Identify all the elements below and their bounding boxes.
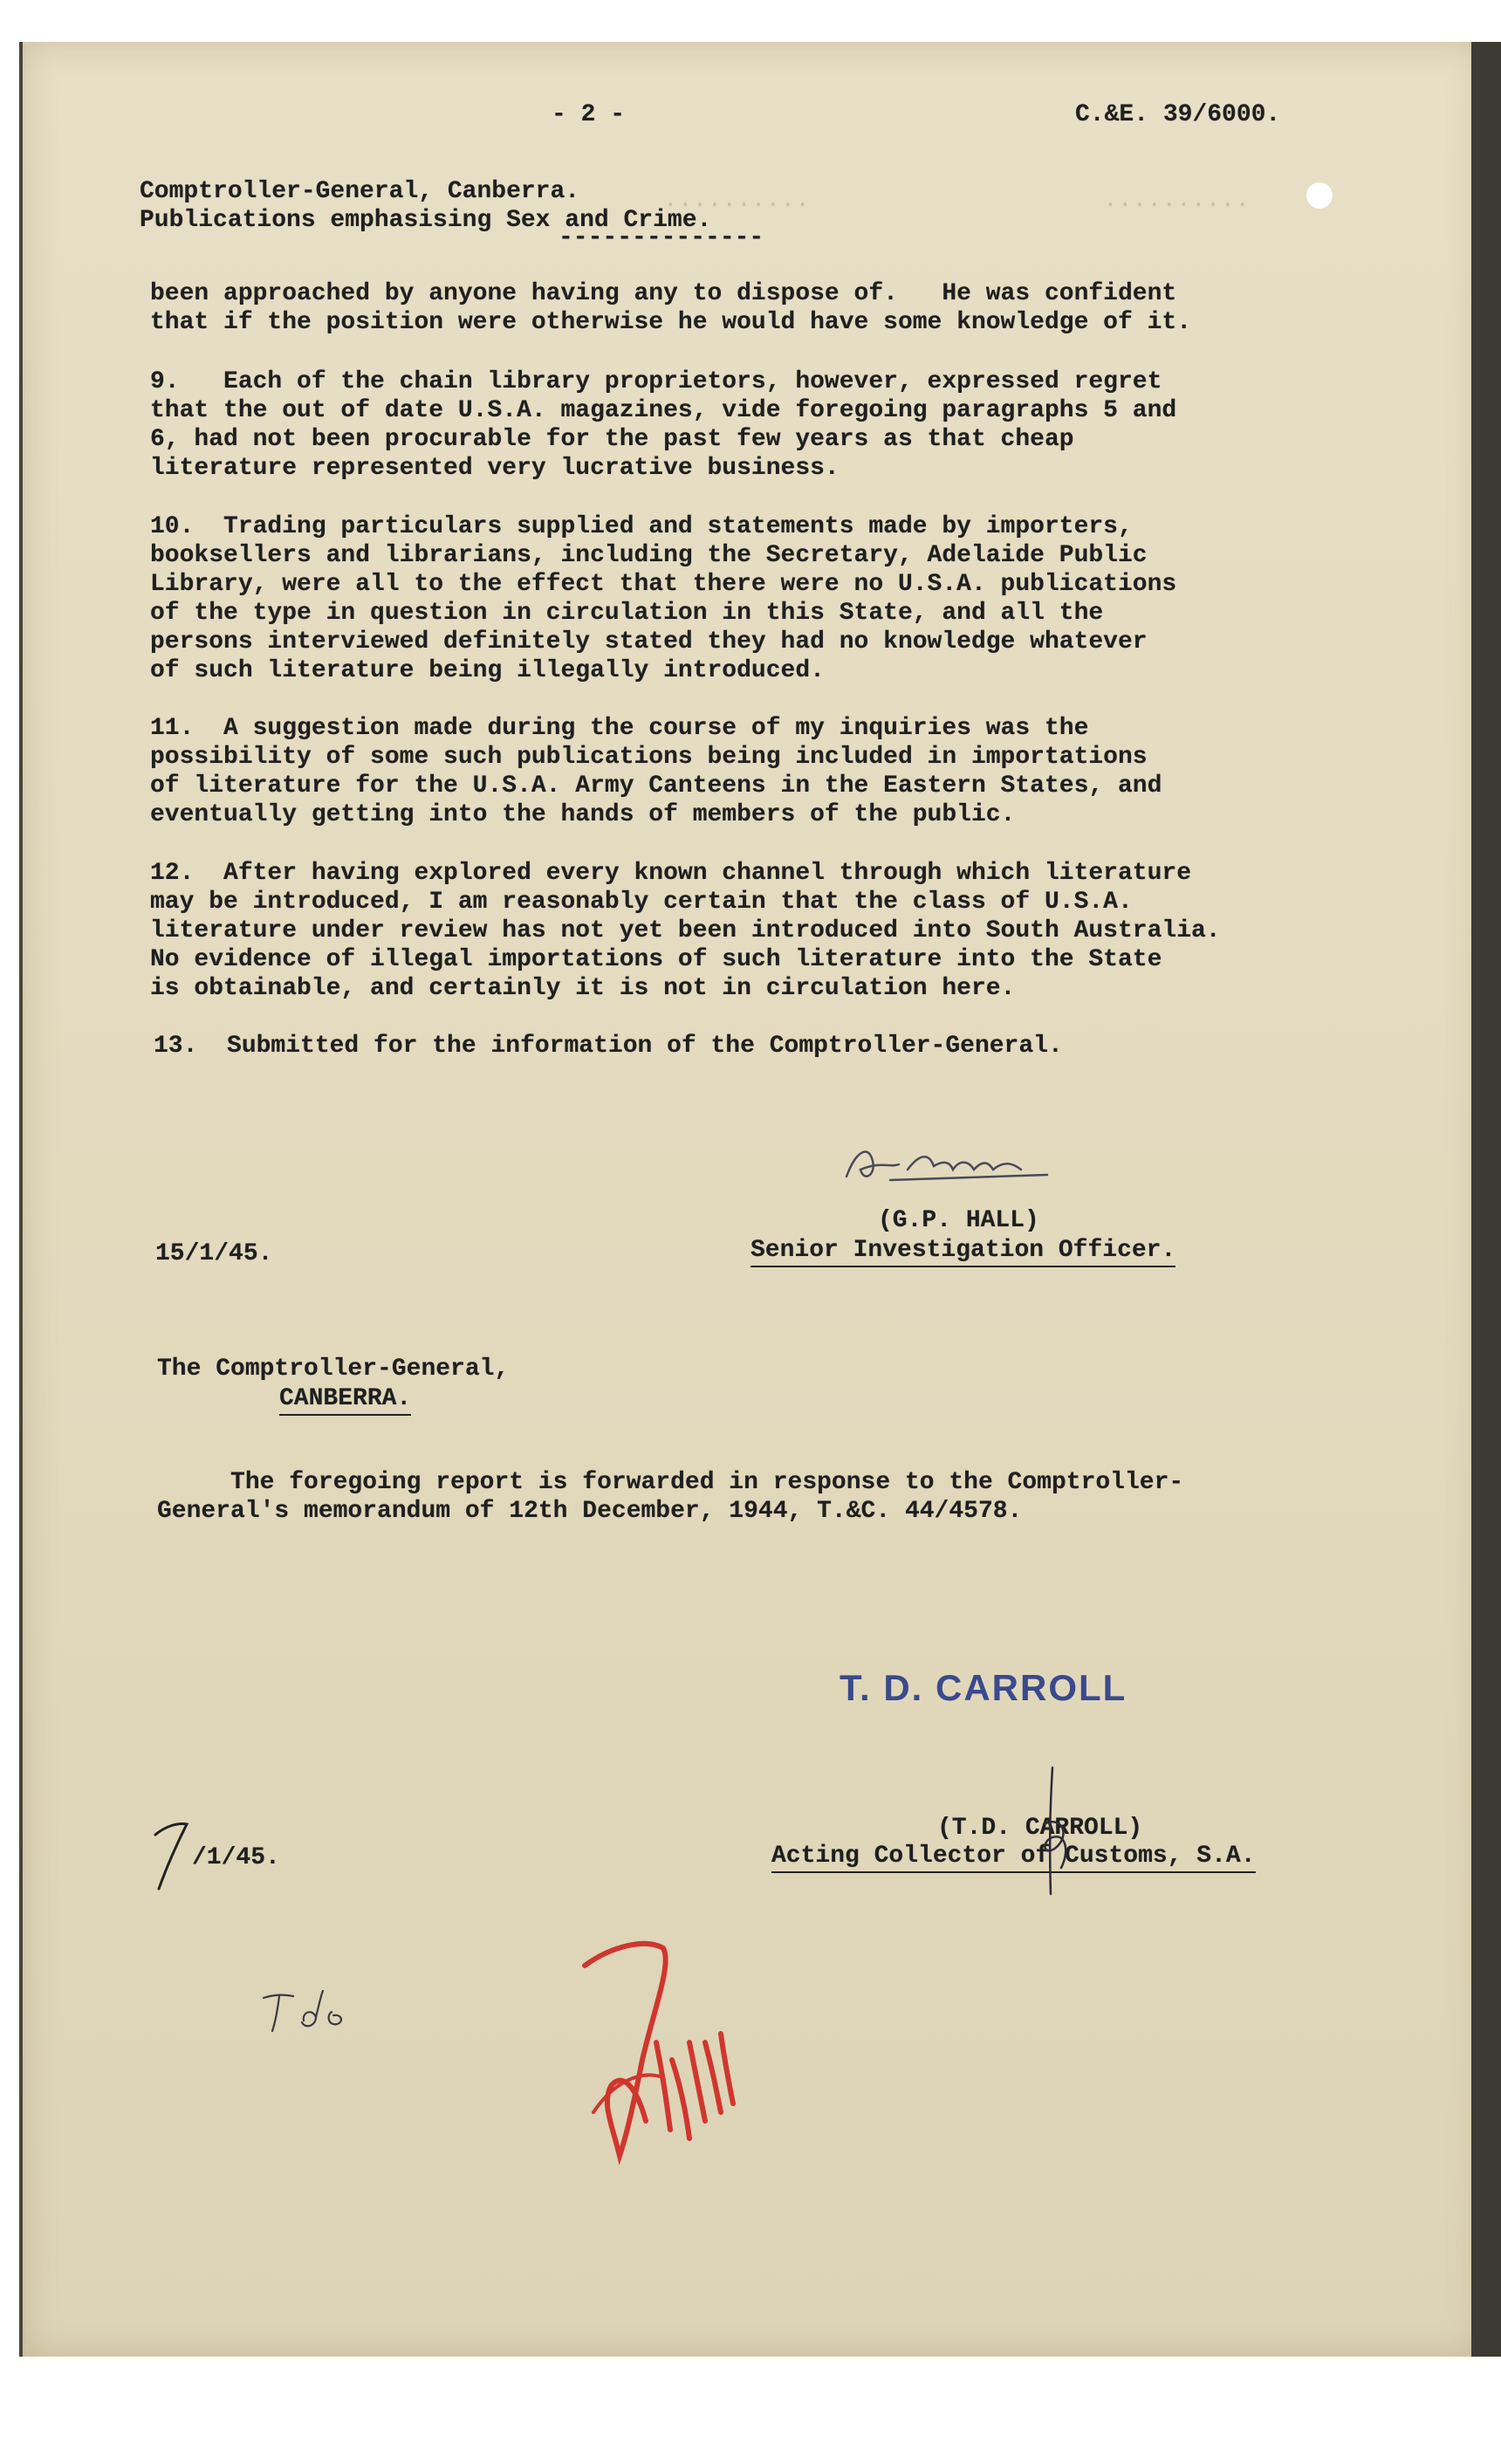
- text-line: of literature for the U.S.A. Army Canteens in the Eastern States, and: [150, 772, 1162, 800]
- scan-edge: [1471, 42, 1501, 2357]
- address-line-2: CANBERRA.: [279, 1384, 411, 1416]
- text-line: of such literature being illegally introduced.: [150, 657, 825, 684]
- text-line: possibility of some such publications being included in importations: [150, 744, 1148, 771]
- text-line: Library, were all to the effect that there were no U.S.A. publications: [150, 571, 1177, 598]
- red-pencil-initials: [559, 1911, 768, 2173]
- carroll-title: Acting Collector of Customs, S.A.: [771, 1842, 1256, 1873]
- scan-margin: [0, 2357, 1501, 2464]
- text-line: of the type in question in circulation in this State, and all the: [150, 600, 1104, 627]
- paragraph-continuation: [150, 279, 1407, 337]
- paragraph-13: [154, 1032, 1410, 1060]
- forwarding-date: /1/45.: [192, 1844, 280, 1871]
- text-line: that the out of date U.S.A. magazines, vide foregoing paragraphs 5 and: [150, 397, 1177, 424]
- text-line: literature under review has not yet been introduced into South Australia.: [150, 917, 1221, 944]
- subject-rule: --------------: [559, 224, 764, 251]
- hall-title: Senior Investigation Officer.: [750, 1236, 1175, 1267]
- text-line: is obtainable, and certainly it is not in circulation here.: [150, 975, 1016, 1002]
- hall-name: (G.P. HALL): [878, 1207, 1039, 1234]
- carroll-name: (T.D. CARROLL): [937, 1815, 1143, 1842]
- text-line: booksellers and librarians, including the Secretary, Adelaide Public: [150, 542, 1148, 569]
- text-line: No evidence of illegal importations of such literature into the State: [150, 946, 1162, 973]
- subject-line-1: Comptroller-General, Canberra.: [140, 178, 580, 205]
- subject-line-2: Publications emphasising Sex and Crime.: [140, 207, 712, 234]
- text-line: 6, had not been procurable for the past few years as that cheap: [150, 426, 1074, 453]
- text-line: persons interviewed definitely stated they had no knowledge whatever: [150, 628, 1148, 655]
- text-line: The foregoing report is forwarded in response to the Comptroller-: [157, 1469, 1184, 1496]
- signature-carroll: [1026, 1763, 1087, 1903]
- text-line: literature represented very lucrative business.: [150, 455, 840, 482]
- paragraph-9: [150, 367, 1407, 483]
- text-line: eventually getting into the hands of members of the public.: [150, 801, 1016, 828]
- forwarding-paragraph: [157, 1468, 1414, 1526]
- address-line-1: The Comptroller-General,: [157, 1356, 510, 1383]
- punch-hole: [1306, 182, 1333, 209]
- report-date: 15/1/45.: [155, 1240, 273, 1267]
- handwritten-day-mark: [148, 1815, 201, 1894]
- text-line: General's memorandum of 12th December, 1944, T.&C. 44/4578.: [157, 1498, 1023, 1525]
- file-reference: C.&E. 39/6000.: [1075, 101, 1281, 128]
- signature-hall: [838, 1135, 1091, 1196]
- text-line: 13. Submitted for the information of the Comptroller-General.: [154, 1033, 1063, 1060]
- paragraph-11: [150, 714, 1407, 829]
- text-line: that if the position were otherwise he would have some knowledge of it.: [150, 309, 1191, 336]
- page-number: - 2 -: [552, 101, 626, 128]
- text-line: 12. After having explored every known channel through which literature: [150, 860, 1191, 887]
- pencil-initials: [258, 1986, 354, 2038]
- text-line: 11. A suggestion made during the course of my inquiries was the: [150, 715, 1089, 742]
- text-line: been approached by anyone having any to dispose of. He was confident: [150, 280, 1177, 307]
- carroll-name-stamp: T. D. CARROLL: [840, 1667, 1127, 1708]
- text-line: 9. Each of the chain library proprietors, however, expressed regret: [150, 368, 1162, 395]
- text-line: 10. Trading particulars supplied and statements made by importers,: [150, 513, 1133, 540]
- paragraph-12: [150, 859, 1407, 1003]
- paragraph-10: [150, 512, 1407, 685]
- text-line: may be introduced, I am reasonably certain that the class of U.S.A.: [150, 889, 1133, 916]
- show-through-text: .......... ..........: [663, 187, 1251, 214]
